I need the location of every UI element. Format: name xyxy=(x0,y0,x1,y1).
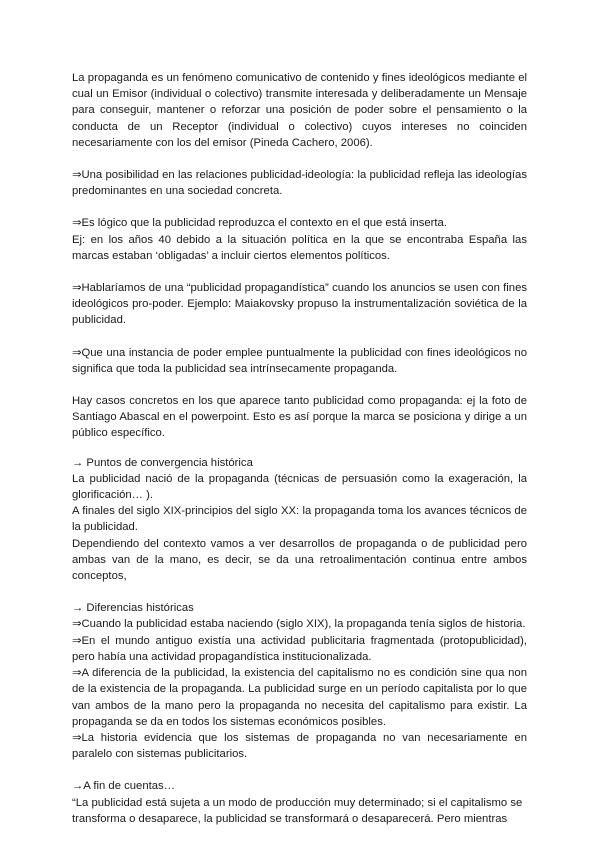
publicity-ideology-point: ⇒Una posibilidad en las relaciones publicidad-ideología: la publicidad refleja las ideologías predominantes en una sociedad concreta. xyxy=(72,169,527,198)
section-heading-differences: → Diferencias históricas xyxy=(72,602,194,615)
conclusion-quote: “La publicidad está sujeta a un modo de producción muy determinado; si el capitalismo se transforma o desaparece, la publicidad se transformará o desaparecerá. Pero mientras xyxy=(72,796,523,825)
convergence-origin: La publicidad nació de la propaganda (técnicas de persuasión como la exageración, la glorificación… ). xyxy=(72,472,527,502)
section-heading-conclusion: →A fin de cuentas… xyxy=(72,780,175,793)
convergence-context: Dependiendo del contexto vamos a ver desarrollos de propaganda o de publicidad pero ambas van de la mano, es decir, se da una retroalimentación continua entre ambos conceptos, xyxy=(72,537,527,583)
power-instance-point: ⇒Que una instancia de poder emplee puntualmente la publicidad con fines ideológicos no significa que toda la publicidad sea intrínsecamente propaganda. xyxy=(72,346,527,375)
document-page xyxy=(72,70,527,827)
concrete-cases-paragraph: Hay casos concretos en los que aparece tanto publicidad como propaganda: ej la foto de Santiago Abascal en el powerpoint. Esto es así porque la marca se posiciona y dirige a un público específico. xyxy=(72,395,527,440)
propaganda-publicity-point: ⇒Hablaríamos de una “publicidad propagandística” cuando los anuncios se usen con fines ideológicos pro-poder. Ejemplo: Maiakovsky propuso la instrumentalización soviética de la publicidad. xyxy=(72,282,527,327)
context-point: ⇒Es lógico que la publicidad reproduzca el contexto en el que está inserta. xyxy=(72,217,447,230)
propaganda-definition: La propaganda es un fenómeno comunicativo de contenido y fines ideológicos mediante el cual un Emisor (individual o colectivo) transmite interesada y deliberadamente un Mensaje para conseguir, mantener o reforzar una posición de poder sobre el pensamiento o la conducta de un Receptor (individual o colectivo) cuyos intereses no coinciden necesariamente con los del emisor (Pineda Cachero, 2006). xyxy=(72,72,527,149)
difference-ancient-world: ⇒En el mundo antiguo existía una actividad publicitaria fragmentada (protopublicidad), pero había una actividad propagandística institucionalizada. xyxy=(72,634,527,663)
difference-xix: ⇒Cuando la publicidad estaba naciendo (siglo XIX), la propaganda tenía siglos de historia. xyxy=(72,618,526,631)
difference-history: ⇒La historia evidencia que los sistemas de propaganda no van necesariamente en paralelo con sistemas publicitarios. xyxy=(72,731,527,761)
section-heading-convergence: → Puntos de convergencia histórica xyxy=(72,456,253,469)
difference-capitalism: ⇒A diferencia de la publicidad, la existencia del capitalismo no es condición sine qua non de la existencia de la propaganda. La publicidad surge en un período capitalista por lo que van ambos de la mano pero la propaganda no necesita del capitalismo para existir. La propaganda se da en todos los sistemas económicos posibles. xyxy=(72,667,527,728)
example-1940s: Ej: en los años 40 debido a la situación política en la que se encontraba España las marcas estaban ‘obligadas’ a incluir ciertos elementos políticos. xyxy=(72,233,527,262)
convergence-xix-xx: A finales del siglo XIX-principios del siglo XX: la propaganda toma los avances técnicos de la publicidad. xyxy=(72,505,527,534)
